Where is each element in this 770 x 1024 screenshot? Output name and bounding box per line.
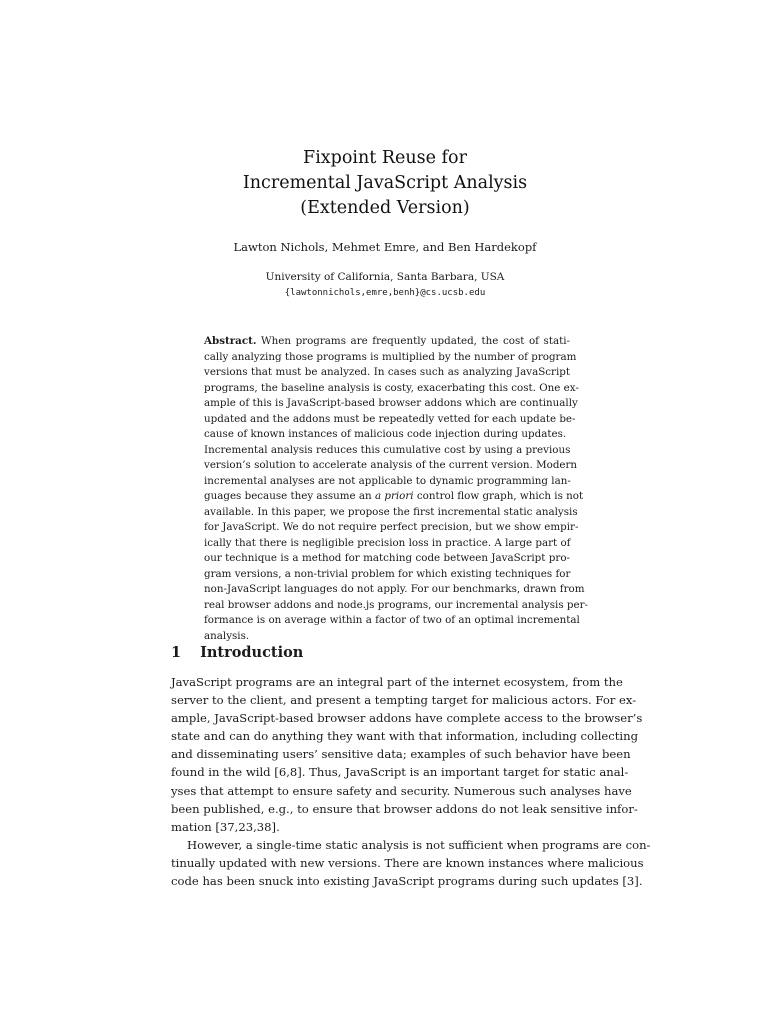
body-line: state and can do anything they want with that information, including collecting [171,729,639,744]
authors: Lawton Nichols, Mehmet Emre, and Ben Hardekopf [233,240,537,254]
abstract-line: for JavaScript. We do not require perfect precision, but we show empir- [204,521,579,533]
section-number: 1 [171,644,182,661]
abstract-line: programs, the baseline analysis is costy, exacerbating this cost. One ex- [204,381,579,394]
body-text [171,673,651,890]
abstract-line: version’s solution to accelerate analysis of the current version. Modern [204,459,578,471]
abstract-line: cause of known instances of malicious code injection during updates. [204,428,567,440]
paper-title [0,146,770,221]
abstract-line: gram versions, a non-trivial problem for which existing techniques for [204,567,571,580]
body-line: ample, JavaScript-based browser addons have complete access to the browser’s [171,711,643,726]
abstract-line: guages because they assume an a priori control flow graph, which is not [204,490,584,502]
body-line: and disseminating users’ sensitive data; examples of such behavior have been [171,747,631,762]
abstract-line: incremental analyses are not applicable to dynamic programming lan- [204,474,571,487]
body-line: However, a single-time static analysis is not sufficient when programs are con- [187,837,651,852]
section-heading [171,643,303,663]
abstract-line: ically that there is negligible precision loss in practice. A large part of [204,536,571,549]
body-line: server to the client, and present a tempting target for malicious actors. For ex- [171,693,637,708]
abstract-line: versions that must be analyzed. In cases such as analyzing JavaScript [204,366,570,378]
body-line: mation [37,23,38]. [171,819,280,834]
italic-term: a priori [374,490,414,502]
body-line: code has been snuck into existing JavaScript programs during such updates [3]. [171,874,643,889]
title-line-3: (Extended Version) [300,198,470,218]
abstract-line: Incremental analysis reduces this cumulative cost by using a previous [204,443,571,456]
abstract-line: cally analyzing those programs is multiplied by the number of program [204,350,577,363]
abstract [204,334,588,644]
abstract-line: ample of this is JavaScript-based browser addons which are continually [204,397,578,409]
abstract-line: updated and the addons must be repeatedly vetted for each update be- [204,412,576,425]
body-line: tinually updated with new versions. There are known instances where malicious [171,855,644,870]
title-line-1: Fixpoint Reuse for [303,148,467,168]
body-line: found in the wild [6,8]. Thus, JavaScript is an important target for static anal- [171,765,629,780]
affiliation: University of California, Santa Barbara, USA [265,271,505,283]
body-line: yses that attempt to ensure safety and security. Numerous such analyses have [171,783,632,798]
abstract-line: available. In this paper, we propose the first incremental static analysis [204,505,578,518]
abstract-line: formance is on average within a factor of two of an optimal incremental [204,614,580,626]
abstract-line: real browser addons and node.js programs, our incremental analysis per- [204,598,588,611]
abstract-line: analysis. [204,629,250,642]
title-line-2: Incremental JavaScript Analysis [242,173,528,193]
abstract-line: Abstract. When programs are frequently updated, the cost of stati- [204,335,571,347]
abstract-label: Abstract. [204,335,257,347]
abstract-line: our technique is a method for matching code between JavaScript pro- [204,552,570,564]
abstract-line: non-JavaScript languages do not apply. For our benchmarks, drawn from [204,583,585,595]
body-line: JavaScript programs are an integral part of the internet ecosystem, from the [171,675,623,689]
section-title: Introduction [200,644,304,661]
body-line: been published, e.g., to ensure that browser addons do not leak sensitive infor- [171,801,638,816]
email-address: {lawtonnichols,emre,benh}@cs.ucsb.edu [284,288,486,298]
